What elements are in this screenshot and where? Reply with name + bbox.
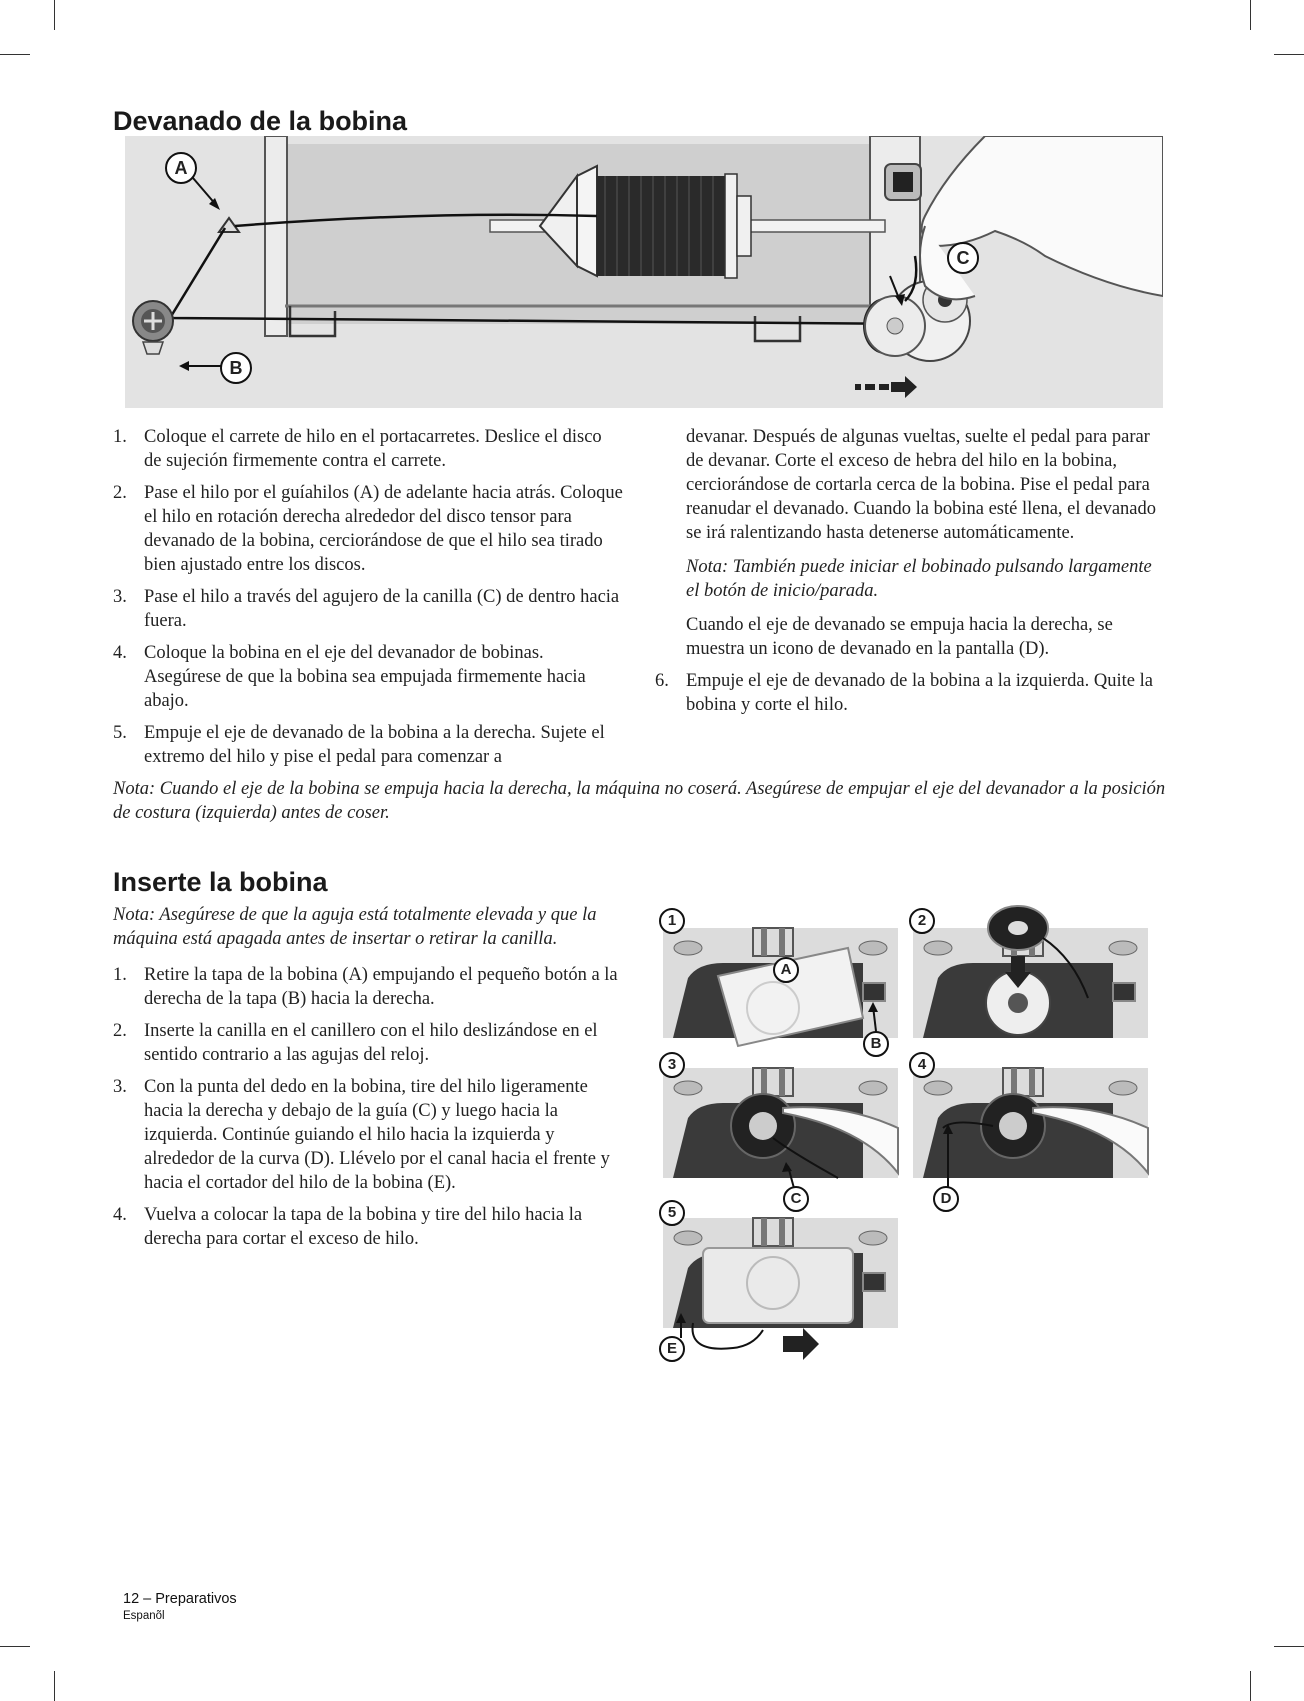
insert-bobbin-illustration: [655, 900, 1165, 1360]
callout-label-d: D: [933, 1186, 959, 1212]
note-needle-raised: Nota: Asegúrese de que la aguja está totalmente elevada y que la máquina está apagada antes de insertar o retirar la canilla.: [113, 905, 597, 949]
list-item: 4. Vuelva a colocar la tapa de la bobina y tire del hilo hacia la derecha para cortar el exceso de hilo.: [113, 1205, 583, 1249]
bobbin-winding-steps: [113, 425, 623, 769]
step-number-2: 2: [909, 908, 935, 934]
step-number-3: 3: [659, 1052, 685, 1078]
crop-mark: [54, 1671, 55, 1701]
crop-mark: [0, 1646, 30, 1647]
callout-label-a: A: [773, 957, 799, 983]
note-winding-shaft: Nota: Cuando el eje de la bobina se empuja hacia la derecha, la máquina no coserá. Asegúrese de empujar el eje del devanador a la posición de costura (izquierda) antes de coser.: [113, 779, 1166, 823]
callout-label-e: E: [659, 1336, 685, 1362]
page-number: 12 – Preparativos: [123, 1591, 237, 1607]
list-item: 1. Coloque el carrete de hilo en el portacarretes. Deslice el disco de sujeción firmemente contra el carrete.: [113, 427, 602, 471]
step-number-5: 5: [659, 1200, 685, 1226]
section-title-bobbin-winding: Devanado de la bobina: [113, 106, 408, 136]
section2-left-column: [113, 903, 623, 1259]
callout-label-c: C: [783, 1186, 809, 1212]
bobbin-winding-illustration: [125, 136, 1163, 408]
crop-mark: [1274, 1646, 1304, 1647]
crop-mark: [1250, 1671, 1251, 1701]
list-item: 2. Inserte la canilla en el canillero con el hilo deslizándose en el sentido contrario a las agujas del reloj.: [113, 1021, 598, 1065]
list-item: 4. Coloque la bobina en el eje del devanador de bobinas. Asegúrese de que la bobina sea empujada firmemente hacia abajo.: [113, 643, 586, 711]
callout-label-b: B: [220, 352, 252, 384]
section1-right-column: [655, 425, 1165, 717]
callout-label-c: C: [947, 242, 979, 274]
step5-continued: devanar. Después de algunas vueltas, suelte el pedal para parar de devanar. Corte el exceso de hebra del hilo en la bobina, cerciorándose de cortarla cerca de la bobina. Pise el pedal para reanudar el devanado. Cuando la bobina esté llena, el devanado se irá ralentizando hasta detenerse automáticamente.: [686, 427, 1157, 543]
list-item: 5. Empuje el eje de devanado de la bobina a la derecha. Sujete el extremo del hilo y pise el pedal para comenzar a: [113, 723, 605, 767]
section1-left-column: [113, 425, 623, 769]
crop-mark: [54, 0, 55, 30]
section-title-insert-bobbin: Inserte la bobina: [113, 867, 328, 897]
step-number-4: 4: [909, 1052, 935, 1078]
list-item: 3. Con la punta del dedo en la bobina, tire del hilo ligeramente hacia la derecha y debajo de la guía (C) y luego hacia la izquierda. Continúe guiando el hilo hacia la izquierda y alrededor de la curva (D). Llévelo por el canal hacia el frente y hacia el cortador del hilo de la bobina (E).: [113, 1077, 610, 1193]
crop-mark: [1274, 54, 1304, 55]
callout-label-b: B: [863, 1031, 889, 1057]
insert-bobbin-steps: [113, 963, 623, 1251]
list-item: 2. Pase el hilo por el guíahilos (A) de adelante hacia atrás. Coloque el hilo en rotación derecha alrededor del disco tensor para devanado de la bobina, cerciorándose de que el hilo sea tirado bien ajustado entre los discos.: [113, 483, 623, 575]
footer-language: Espanõl: [123, 1610, 165, 1622]
paragraph-winding-icon: Cuando el eje de devanado se empuja hacia la derecha, se muestra un icono de devanado en la pantalla (D).: [686, 615, 1113, 659]
crop-mark: [1250, 0, 1251, 30]
list-item: 3. Pase el hilo a través del agujero de la canilla (C) de dentro hacia fuera.: [113, 587, 620, 631]
list-item: 1. Retire la tapa de la bobina (A) empujando el pequeño botón a la derecha de la tapa (B) hacia la derecha.: [113, 965, 618, 1009]
list-item: 6. Empuje el eje de devanado de la bobina a la izquierda. Quite la bobina y corte el hilo.: [655, 671, 1153, 715]
crop-mark: [0, 54, 30, 55]
callout-label-a: A: [165, 152, 197, 184]
note-start-stop: Nota: También puede iniciar el bobinado pulsando largamente el botón de inicio/parada.: [686, 557, 1152, 601]
step-number-1: 1: [659, 908, 685, 934]
